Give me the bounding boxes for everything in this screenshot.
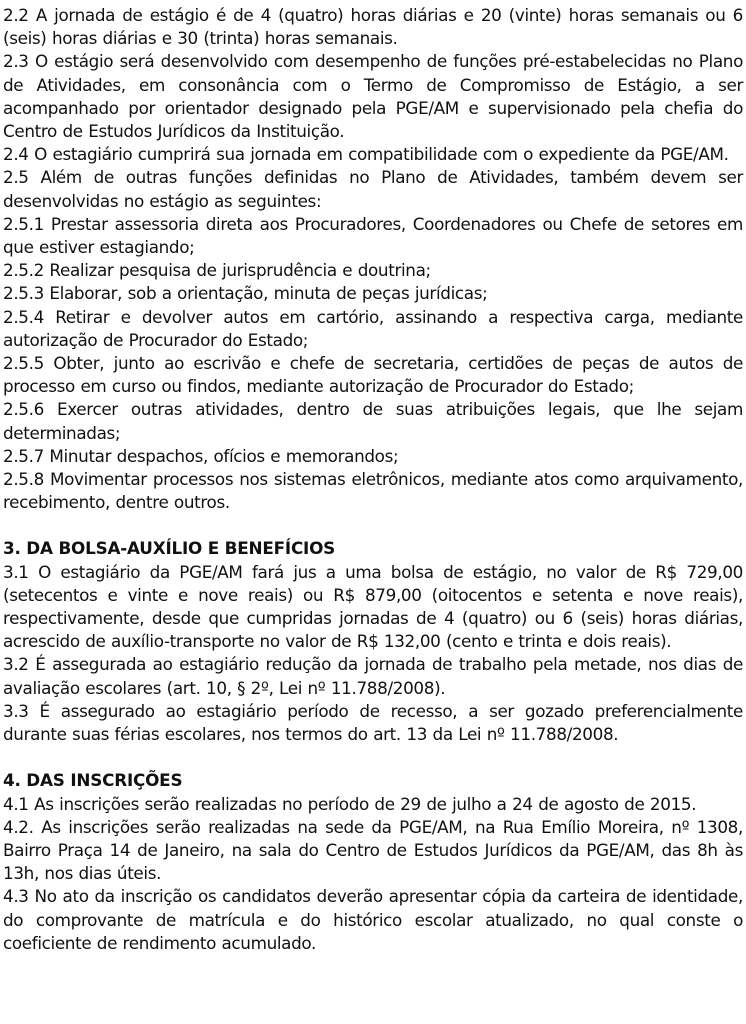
section-4-heading: 4. DAS INSCRIÇÕES xyxy=(3,770,183,791)
section-spacer xyxy=(3,514,743,537)
section-3-heading: 3. DA BOLSA-AUXÍLIO E BENEFÍCIOS xyxy=(3,538,336,559)
paragraph-4-2: 4.2. As inscrições serão realizadas na sede da PGE/AM, na Rua Emílio Moreira, nº 1308, Bairro Praça 14 de Janeiro, na sala do Centro de Estudos Jurídicos da PGE/AM, das 8h às 13h, nos dias úteis. xyxy=(3,816,743,884)
paragraph-4-3: 4.3 No ato da inscrição os candidatos deverão apresentar cópia da carteira de identidade, do comprovante de matrícula e do histórico escolar atualizado, no qual conste o coeficiente de rendimento acumulado. xyxy=(3,886,743,953)
paragraph-4-1: 4.1 As inscrições serão realizadas no período de 29 de julho a 24 de agosto de 2015. xyxy=(3,793,697,814)
paragraph-2-5-3: 2.5.3 Elaborar, sob a orientação, minuta de peças jurídicas; xyxy=(3,283,488,304)
paragraph-3-1: 3.1 O estagiário da PGE/AM fará jus a uma bolsa de estágio, no valor de R$ 729,00 (setecentos e vinte e nove reais) ou R$ 879,00 (oitocentos e setenta e nove reais), respectivamente, desde que cumpridas jornadas de 4 (quatro) ou 6 (seis) horas diárias, acrescido de auxílio-transporte no valor de R$ 132,00 (cento e trinta e dois reais). xyxy=(3,561,743,652)
paragraph-3-2: 3.2 É assegurada ao estagiário redução da jornada de trabalho pela metade, nos dias de avaliação escolares (art. 10, § 2º, Lei nº 11.788/2008). xyxy=(3,654,743,698)
paragraph-2-5-8: 2.5.8 Movimentar processos nos sistemas eletrônicos, mediante atos como arquivamento, recebimento, dentre outros. xyxy=(3,469,743,513)
paragraph-2-5-6: 2.5.6 Exercer outras atividades, dentro de suas atribuições legais, que lhe sejam determinadas; xyxy=(3,399,743,443)
paragraph-2-5: 2.5 Além de outras funções definidas no Plano de Atividades, também devem ser desenvolvidas no estágio as seguintes: xyxy=(3,167,743,211)
paragraph-2-5-7: 2.5.7 Minutar despachos, ofícios e memorandos; xyxy=(3,445,399,466)
paragraph-2-5-1: 2.5.1 Prestar assessoria direta aos Procuradores, Coordenadores ou Chefe de setores em que estiver estagiando; xyxy=(3,213,743,258)
paragraph-2-2: 2.2 A jornada de estágio é de 4 (quatro) horas diárias e 20 (vinte) horas semanais ou 6 (seis) horas diárias e 30 (trinta) horas semanais. xyxy=(3,5,743,49)
paragraph-2-5-5: 2.5.5 Obter, junto ao escrivão e chefe de secretaria, certidões de peças de autos de processo em curso ou findos, mediante autorização de Procurador do Estado; xyxy=(3,353,743,397)
section-spacer xyxy=(3,746,743,769)
paragraph-2-4: 2.4 O estagiário cumprirá sua jornada em compatibilidade com o expediente da PGE/AM. xyxy=(3,144,729,165)
paragraph-2-5-2: 2.5.2 Realizar pesquisa de jurisprudência e doutrina; xyxy=(3,260,431,281)
paragraph-2-3: 2.3 O estágio será desenvolvido com desempenho de funções pré-estabelecidas no Plano de Atividades, em consonância com o Termo de Compromisso de Estágio, a ser acompanhado por orientador designado pela PGE/AM e supervisionado pela chefia do Centro de Estudos Jurídicos da Instituição. xyxy=(3,51,743,142)
paragraph-3-3: 3.3 É assegurado ao estagiário período de recesso, a ser gozado preferencialmente durante suas férias escolares, nos termos do art. 13 da Lei nº 11.788/2008. xyxy=(3,700,743,745)
paragraph-2-5-4: 2.5.4 Retirar e devolver autos em cartório, assinando a respectiva carga, mediante autorização de Procurador do Estado; xyxy=(3,306,743,350)
